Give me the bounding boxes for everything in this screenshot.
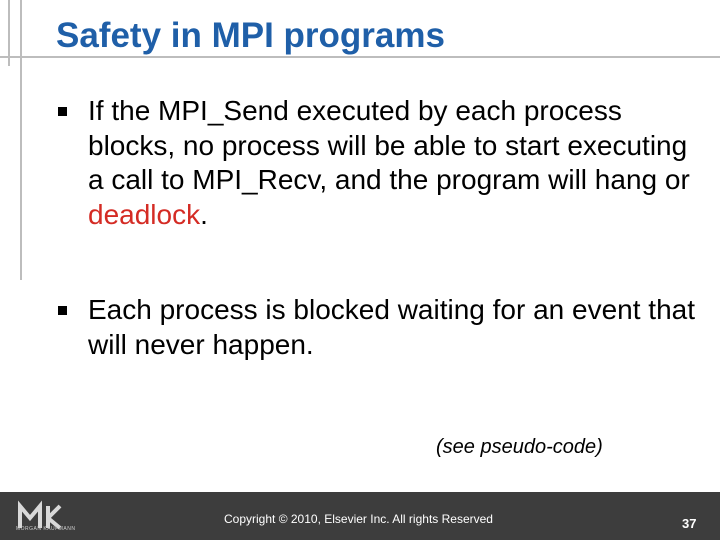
- bullet-item-2: [58, 293, 698, 373]
- pseudo-code-note: (see pseudo-code): [436, 436, 603, 458]
- bullet-text-1-main: If the MPI_Send executed by each process blocks, no process will be able to start executing a call to MPI_Recv, and the program will hang or: [88, 95, 690, 195]
- bullet-item-1: [58, 94, 698, 244]
- bullet-text-1: [88, 94, 703, 232]
- left-border-line-inner: [20, 0, 22, 280]
- slide-title: Safety in MPI programs: [56, 16, 445, 55]
- bullet-text-1-end: .: [200, 198, 208, 230]
- bullet-square-icon: [58, 306, 67, 315]
- copyright-text: Copyright © 2010, Elsevier Inc. All rights Reserved: [224, 512, 493, 526]
- deadlock-highlight: deadlock: [88, 198, 201, 230]
- bullet-square-icon: [58, 107, 67, 116]
- title-underline: [0, 56, 720, 58]
- page-number: 37: [682, 516, 697, 531]
- logo-tagline: MORGAN KAUFMANN: [16, 526, 76, 532]
- bullet-text-2: Each process is blocked waiting for an event that will never happen.: [88, 294, 696, 360]
- footer-bar: [0, 492, 720, 540]
